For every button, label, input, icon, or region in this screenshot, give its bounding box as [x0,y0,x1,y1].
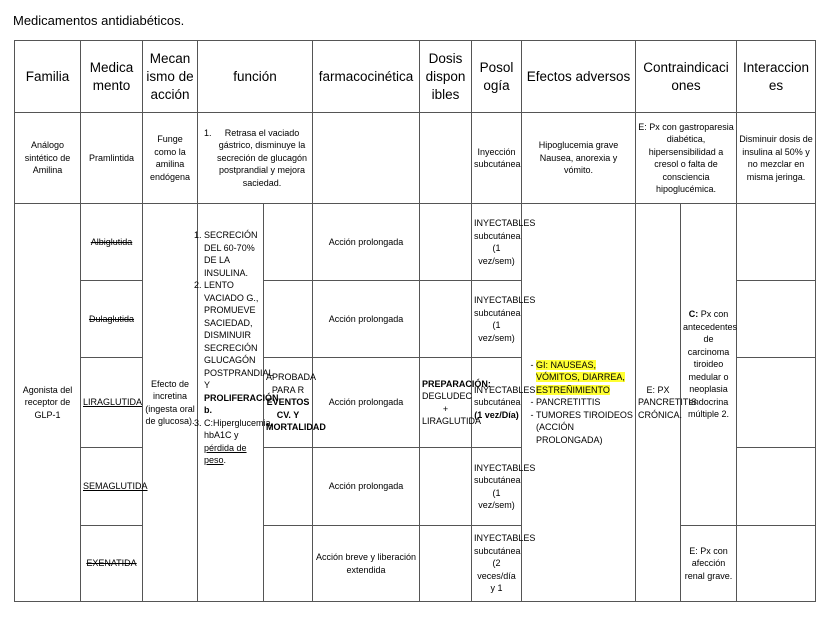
funcion-item: 1. Retrasa el vaciado gástrico, disminuye la secreción de glucagón postprandial y mejora saciedad. [214,127,310,190]
funcion-text: LENTO VACIADO G., PROMUEVE SACIEDAD, DISMINUIR SECRECIÓN GLUCAGÓN POSTPRANDIAL Y [204,280,274,390]
mecanismo-cell: Efecto de incretina (ingesta oral de glucosa). [143,204,198,602]
dosis-cell [420,113,472,204]
funcion-item: 1. SECRECIÓN DEL 60-70% DE LA INSULINA. [204,229,259,279]
dosis-cell [420,448,472,526]
aprobada-bold-text: EVENTOS CV. Y MORTALIDAD [266,397,326,433]
header-contraindicaciones: Contraindicaci ones [636,41,737,113]
efecto-item: - TUMORES TIROIDEOS (ACCIÓN PROLONGADA) [536,409,633,447]
posologia-cell: INYECTABLES subcutánea (1 vez/sem) [472,448,522,526]
contra-c-label: C: [688,309,699,320]
drug-name: LIRAGLUTIDA [83,397,143,408]
aprobada-cell [264,281,313,358]
funcion-underlined-text: pérdida de peso [204,442,247,465]
drug-name: EXENATIDA [86,558,137,569]
efectos-cell [522,204,636,602]
posologia-text: INYECTABLES subcutánea [474,384,536,408]
document-title: Medicamentos antidiabéticos. [13,13,185,28]
header-dosis: Dosis dispon ibles [420,41,472,113]
dosis-cell [420,526,472,602]
funcion-cell [198,113,313,204]
medicamento-cell: Albiglutida [81,204,143,281]
header-interacciones: Interaccion es [737,41,816,113]
aprobada-cell [264,448,313,526]
medicamento-cell [81,358,143,448]
posologia-cell: INYECTABLES subcutánea (1 vez/sem) [472,281,522,358]
dosis-cell [420,358,491,448]
familia-cell: Agonista del receptor de GLP-1 [15,204,81,602]
interacciones-cell: Disminuir dosis de insulina al 50% y no mezclar en misma jeringa. [737,113,816,204]
posologia-cell: Inyección subcutánea [472,113,522,204]
drugs-table [14,40,816,602]
funcion-text: C:Hiperglucemia, hbA1C y [204,417,274,440]
medicamento-cell: Pramlintida [81,113,143,204]
posologia-cell [472,358,536,448]
header-medicamento: Medica mento [81,41,143,113]
header-familia: Familia [15,41,81,113]
interacciones-cell [737,281,816,358]
funcion-bold-text: PROLIFERACIÓN b. [204,392,279,415]
posologia-cell: INYECTABLES subcutánea (1 vez/sem) [472,204,522,281]
medicamento-cell [81,281,143,358]
header-efectos: Efectos adversos [522,41,636,113]
efecto-highlighted-text: GI: NAUSEAS, VÓMITOS, DIARREA, ESTREÑIMIENTO [536,359,625,395]
funcion-cell [198,204,279,602]
interacciones-cell [737,358,816,448]
drug-name: SEMAGLUTIDA [83,481,148,492]
mecanismo-cell: Funge como la amilina endógena [143,113,198,204]
funcion-end: . [223,455,227,465]
aprobada-cell [264,526,313,602]
aprobada-text: APROBADA PARA R [266,372,317,395]
contraindicaciones-c-cell [681,204,737,526]
funcion-item [204,417,274,467]
efecto-item: - PANCRETITTIS [536,396,633,409]
dosis-cell [420,204,472,281]
drug-name: Dulaglutida [88,313,135,324]
farmacocinetica-cell [313,113,420,204]
interacciones-cell [737,448,816,526]
farmacocinetica-cell: Acción prolongada [313,281,420,358]
dosis-bold-text: PREPARACIÓN: [422,378,491,389]
medicamento-cell [81,526,143,602]
contraindicaciones-e-cell: E: Px con afección renal grave. [681,526,737,602]
table-row-exenatida [15,526,816,602]
aprobada-cell [264,358,326,448]
efecto-item [536,359,633,397]
farmacocinetica-cell: Acción prolongada [313,448,420,526]
header-farmacocinetica: farmacocinética [313,41,420,113]
contra-c-text: Px con antecedentes de carcinoma tiroideo medular o neoplasia endocrina múltiple 2. [683,309,738,420]
table-row-albiglutida [15,204,816,281]
familia-cell: Análogo sintético de Amilina [15,113,81,204]
dosis-cell [420,281,472,358]
posologia-cell: INYECTABLES subcutánea (2 veces/día y 1 [472,526,522,602]
contraindicaciones-cell: E: PX PANCRETITIS CRÓNICA. [636,204,681,602]
efectos-cell: Hipoglucemia grave Nausea, anorexia y vómito. [522,113,636,204]
interacciones-cell [737,204,816,281]
header-mecanismo: Mecan ismo de acción [143,41,198,113]
contraindicaciones-cell: E: Px con gastroparesia diabética, hipersensibilidad a cresol o falta de consciencia hipoglucémica. [636,113,737,204]
table-row-amilina [15,113,816,204]
header-posologia: Posol ogía [472,41,522,113]
header-row [15,41,816,113]
funcion-item [204,279,279,417]
dosis-text: DEGLUDEC + LIRAGLUTIDA [422,391,482,426]
farmacocinetica-cell: Acción breve y liberación extendida [313,526,420,602]
header-funcion: función [198,41,313,113]
interacciones-cell [737,526,816,602]
posologia-bold-text: (1 vez/Día) [474,409,519,420]
farmacocinetica-cell: Acción prolongada [313,358,420,448]
farmacocinetica-cell: Acción prolongada [313,204,420,281]
aprobada-cell [264,204,313,281]
medicamento-cell [81,448,148,526]
